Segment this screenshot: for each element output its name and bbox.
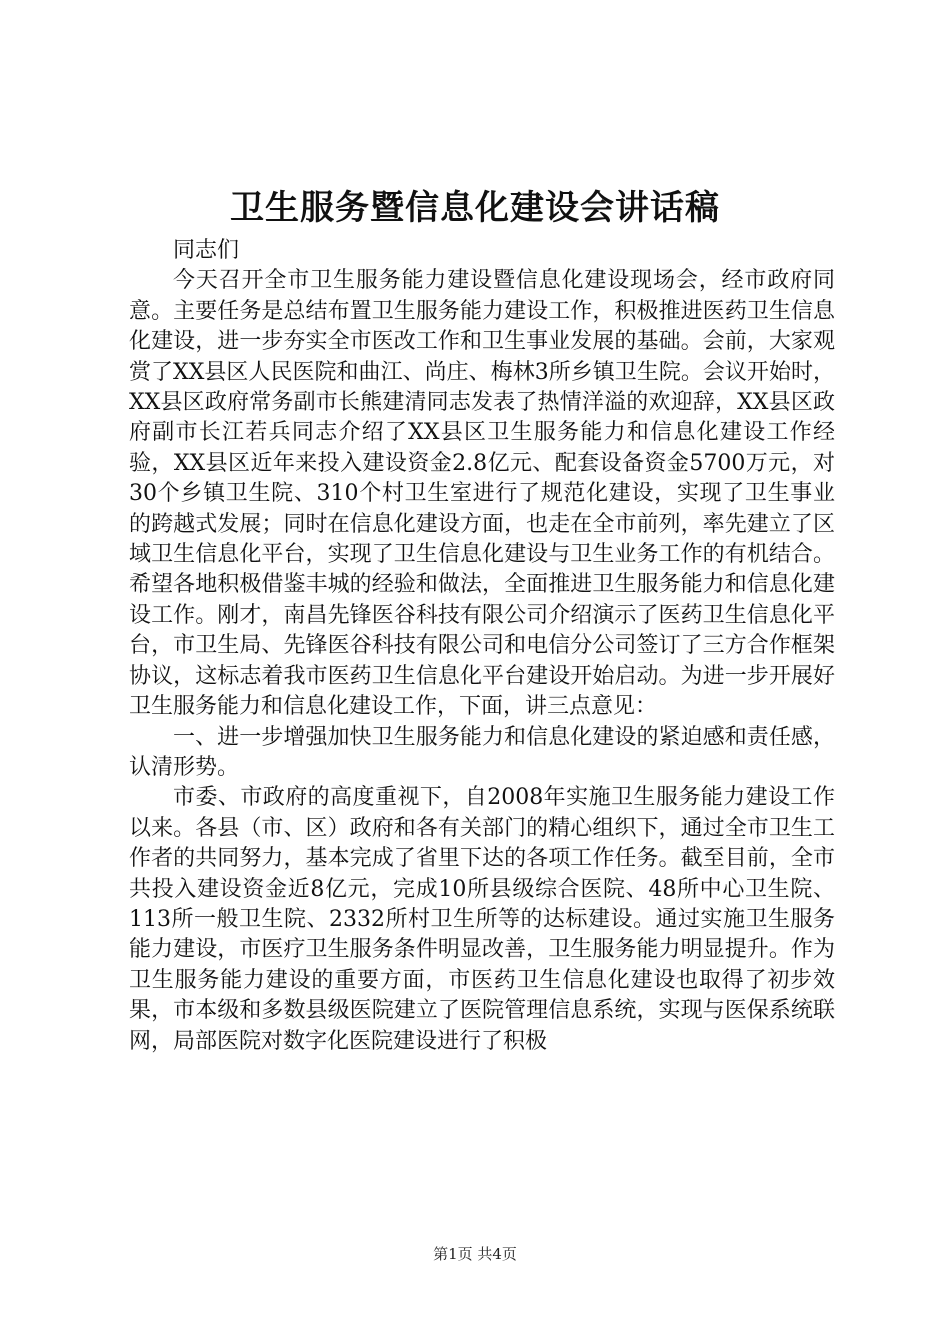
document-body	[129, 236, 835, 1057]
document-title: 卫生服务暨信息化建设会讲话稿	[230, 188, 720, 228]
section-heading-1: 一、进一步增强加快卫生服务能力和信息化建设的紧迫感和责任感，认清形势。	[129, 724, 835, 780]
paragraph-progress: 市委、市政府的高度重视下，自2008年实施卫生服务能力建设工作以来。各县（市、区）政府和各有关部门的精心组织下，通过全市卫生工作者的共同努力，基本完成了省里下达的各项工作任务。截至目前，全市共投入建设资金近8亿元，完成10所县级综合医院、48所中心卫生院、113所一般卫生院、2332所村卫生所等的达标建设。通过实施卫生服务能力建设，市医疗卫生服务条件明显改善，卫生服务能力明显提升。作为卫生服务能力建设的重要方面，市医药卫生信息化建设也取得了初步效果，市本级和多数县级医院建立了医院管理信息系统，实现与医保系统联网，局部医院对数字化医院建设进行了积极	[129, 785, 835, 1054]
greeting-line: 同志们	[173, 238, 240, 263]
page-footer: 第1页 共4页	[433, 1245, 517, 1263]
paragraph-intro: 今天召开全市卫生服务能力建设暨信息化建设现场会，经市政府同意。主要任务是总结布置卫生服务能力建设工作，积极推进医药卫生信息化建设，进一步夯实全市医改工作和卫生事业发展的基础。会前，大家观赏了XX县区人民医院和曲江、尚庄、梅林3所乡镇卫生院。会议开始时，XX县区政府常务副市长熊建清同志发表了热情洋溢的欢迎辞，XX县区政府副市长江若兵同志介绍了XX县区卫生服务能力和信息化建设工作经验，XX县区近年来投入建设资金2.8亿元、配套设备资金5700万元，对30个乡镇卫生院、310个村卫生室进行了规范化建设，实现了卫生事业的跨越式发展；同时在信息化建设方面，也走在全市前列，率先建立了区域卫生信息化平台，实现了卫生信息化建设与卫生业务工作的有机结合。希望各地积极借鉴丰城的经验和做法，全面推进卫生服务能力和信息化建设工作。刚才，南昌先锋医谷科技有限公司介绍演示了医药卫生信息化平台，市卫生局、先锋医谷科技有限公司和电信分公司签订了三方合作框架协议，这标志着我市医药卫生信息化平台建设开始启动。为进一步开展好卫生服务能力和信息化建设工作，下面，讲三点意见：	[129, 268, 835, 720]
